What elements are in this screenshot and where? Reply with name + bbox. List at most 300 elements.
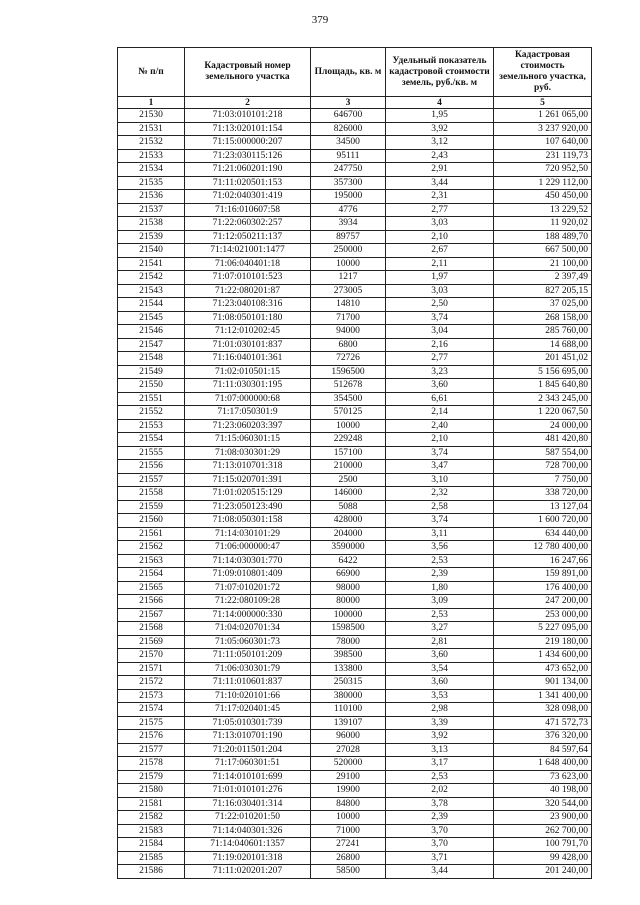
cadastral-number-cell: 71:16:030401:314 [185, 797, 311, 811]
row-number-cell: 21584 [118, 838, 185, 852]
table-row [118, 217, 592, 231]
cadastral-number-cell: 71:11:020201:207 [185, 865, 311, 879]
area-cell: 646700 [311, 109, 386, 123]
specific-value-cell: 3,60 [386, 649, 494, 663]
cadastral-number-cell: 71:02:010501:15 [185, 365, 311, 379]
cadastral-number-cell: 71:13:020101:154 [185, 122, 311, 136]
specific-value-cell: 2,43 [386, 149, 494, 163]
row-number-cell: 21565 [118, 581, 185, 595]
cadastral-number-cell: 71:14:040601:1357 [185, 838, 311, 852]
table-row [118, 379, 592, 393]
specific-value-cell: 2,16 [386, 338, 494, 352]
header-specific-value: Удельный показатель кадастровой стоимости земель, руб./кв. м [386, 48, 494, 97]
cadastral-cost-cell: 3 237 920,00 [494, 122, 592, 136]
header-cadastral-cost: Кадастровая стоимость земельного участка, руб. [494, 48, 592, 97]
specific-value-cell: 2,53 [386, 554, 494, 568]
table-row [118, 487, 592, 501]
specific-value-cell: 6,61 [386, 392, 494, 406]
table-row [118, 689, 592, 703]
cadastral-number-cell: 71:01:030101:837 [185, 338, 311, 352]
specific-value-cell: 2,10 [386, 433, 494, 447]
cadastral-number-cell: 71:07:000000:68 [185, 392, 311, 406]
table-row [118, 649, 592, 663]
area-cell: 3934 [311, 217, 386, 231]
specific-value-cell: 3,12 [386, 136, 494, 150]
specific-value-cell: 3,54 [386, 662, 494, 676]
area-cell: 71000 [311, 824, 386, 838]
cadastral-number-cell: 71:16:010607:58 [185, 203, 311, 217]
specific-value-cell: 3,74 [386, 311, 494, 325]
table-row [118, 311, 592, 325]
cadastral-cost-cell: 2 343 245,00 [494, 392, 592, 406]
area-cell: 826000 [311, 122, 386, 136]
cadastral-cost-cell: 219 180,00 [494, 635, 592, 649]
cadastral-cost-cell: 473 652,00 [494, 662, 592, 676]
table-row [118, 136, 592, 150]
area-cell: 78000 [311, 635, 386, 649]
area-cell: 570125 [311, 406, 386, 420]
row-number-cell: 21534 [118, 163, 185, 177]
cadastral-number-cell: 71:17:050301:9 [185, 406, 311, 420]
row-number-cell: 21541 [118, 257, 185, 271]
specific-value-cell: 2,40 [386, 419, 494, 433]
area-cell: 29100 [311, 770, 386, 784]
area-cell: 95111 [311, 149, 386, 163]
area-cell: 34500 [311, 136, 386, 150]
cadastral-cost-cell: 1 845 640,80 [494, 379, 592, 393]
cadastral-cost-cell: 14 688,00 [494, 338, 592, 352]
cadastral-cost-cell: 201 451,02 [494, 352, 592, 366]
cadastral-cost-cell: 84 597,64 [494, 743, 592, 757]
table-row [118, 622, 592, 636]
cadastral-number-cell: 71:09:010801:409 [185, 568, 311, 582]
specific-value-cell: 3,44 [386, 865, 494, 879]
table-header-row [118, 48, 592, 97]
specific-value-cell: 2,81 [386, 635, 494, 649]
specific-value-cell: 3,27 [386, 622, 494, 636]
table-row [118, 149, 592, 163]
table-row [118, 568, 592, 582]
cadastral-cost-cell: 450 450,00 [494, 190, 592, 204]
specific-value-cell: 2,31 [386, 190, 494, 204]
table-row [118, 716, 592, 730]
cadastral-cost-cell: 176 400,00 [494, 581, 592, 595]
area-cell: 10000 [311, 811, 386, 825]
cadastral-cost-cell: 11 920,02 [494, 217, 592, 231]
cadastral-cost-cell: 99 428,00 [494, 851, 592, 865]
specific-value-cell: 3,17 [386, 757, 494, 771]
specific-value-cell: 2,11 [386, 257, 494, 271]
row-number-cell: 21543 [118, 284, 185, 298]
specific-value-cell: 3,47 [386, 460, 494, 474]
table-row [118, 325, 592, 339]
specific-value-cell: 2,77 [386, 203, 494, 217]
row-number-cell: 21546 [118, 325, 185, 339]
specific-value-cell: 3,74 [386, 514, 494, 528]
table-row [118, 163, 592, 177]
specific-value-cell: 1,95 [386, 109, 494, 123]
area-cell: 14810 [311, 298, 386, 312]
row-number-cell: 21559 [118, 500, 185, 514]
cadastral-number-cell: 71:11:030301:195 [185, 379, 311, 393]
row-number-cell: 21573 [118, 689, 185, 703]
row-number-cell: 21571 [118, 662, 185, 676]
row-number-cell: 21561 [118, 527, 185, 541]
cadastral-cost-cell: 285 760,00 [494, 325, 592, 339]
table-row [118, 419, 592, 433]
area-cell: 58500 [311, 865, 386, 879]
area-cell: 157100 [311, 446, 386, 460]
area-cell: 72726 [311, 352, 386, 366]
specific-value-cell: 2,39 [386, 568, 494, 582]
area-cell: 94000 [311, 325, 386, 339]
area-cell: 512678 [311, 379, 386, 393]
cadastral-number-cell: 71:05:060301:73 [185, 635, 311, 649]
row-number-cell: 21564 [118, 568, 185, 582]
cadastral-cost-cell: 7 750,00 [494, 473, 592, 487]
table-row [118, 770, 592, 784]
table-row [118, 406, 592, 420]
cadastral-cost-cell: 100 791,70 [494, 838, 592, 852]
row-number-cell: 21545 [118, 311, 185, 325]
row-number-cell: 21583 [118, 824, 185, 838]
table-row [118, 365, 592, 379]
row-number-cell: 21553 [118, 419, 185, 433]
area-cell: 250000 [311, 244, 386, 258]
cadastral-cost-cell: 667 500,00 [494, 244, 592, 258]
cadastral-cost-cell: 13 229,52 [494, 203, 592, 217]
area-cell: 110100 [311, 703, 386, 717]
row-number-cell: 21531 [118, 122, 185, 136]
table-row [118, 176, 592, 190]
area-cell: 19900 [311, 784, 386, 798]
cadastral-cost-cell: 1 434 600,00 [494, 649, 592, 663]
row-number-cell: 21578 [118, 757, 185, 771]
area-cell: 273005 [311, 284, 386, 298]
table-row [118, 244, 592, 258]
cadastral-cost-cell: 720 952,50 [494, 163, 592, 177]
cadastral-number-cell: 71:17:020401:45 [185, 703, 311, 717]
area-cell: 26800 [311, 851, 386, 865]
cadastral-cost-cell: 1 220 067,50 [494, 406, 592, 420]
area-cell: 6800 [311, 338, 386, 352]
cadastral-cost-cell: 320 544,00 [494, 797, 592, 811]
row-number-cell: 21548 [118, 352, 185, 366]
header-row-number: № п/п [118, 48, 185, 97]
row-number-cell: 21570 [118, 649, 185, 663]
table-row [118, 703, 592, 717]
cadastral-cost-cell: 40 198,00 [494, 784, 592, 798]
cadastral-number-cell: 71:03:010101:218 [185, 109, 311, 123]
cadastral-number-cell: 71:08:030301:29 [185, 446, 311, 460]
table-row [118, 527, 592, 541]
specific-value-cell: 1,97 [386, 271, 494, 285]
area-cell: 2500 [311, 473, 386, 487]
specific-value-cell: 2,50 [386, 298, 494, 312]
specific-value-cell: 3,39 [386, 716, 494, 730]
area-cell: 10000 [311, 419, 386, 433]
table-row [118, 730, 592, 744]
area-cell: 139107 [311, 716, 386, 730]
specific-value-cell: 3,10 [386, 473, 494, 487]
area-cell: 357300 [311, 176, 386, 190]
cadastral-number-cell: 71:14:021001:1477 [185, 244, 311, 258]
row-number-cell: 21568 [118, 622, 185, 636]
table-row [118, 811, 592, 825]
area-cell: 3590000 [311, 541, 386, 555]
row-number-cell: 21540 [118, 244, 185, 258]
table-row [118, 338, 592, 352]
specific-value-cell: 1,80 [386, 581, 494, 595]
row-number-cell: 21558 [118, 487, 185, 501]
area-cell: 250315 [311, 676, 386, 690]
cadastral-number-cell: 71:13:010701:318 [185, 460, 311, 474]
cadastral-number-cell: 71:07:010101:523 [185, 271, 311, 285]
cadastral-number-cell: 71:15:020701:391 [185, 473, 311, 487]
row-number-cell: 21538 [118, 217, 185, 231]
cadastral-number-cell: 71:14:040301:326 [185, 824, 311, 838]
row-number-cell: 21542 [118, 271, 185, 285]
cadastral-number-cell: 71:14:030101:29 [185, 527, 311, 541]
cadastral-cost-cell: 73 623,00 [494, 770, 592, 784]
table-row [118, 392, 592, 406]
row-number-cell: 21566 [118, 595, 185, 609]
row-number-cell: 21537 [118, 203, 185, 217]
specific-value-cell: 2,32 [386, 487, 494, 501]
cadastral-number-cell: 71:23:050123:490 [185, 500, 311, 514]
specific-value-cell: 3,03 [386, 217, 494, 231]
table-row [118, 271, 592, 285]
cadastral-number-cell: 71:11:010601:837 [185, 676, 311, 690]
area-cell: 71700 [311, 311, 386, 325]
column-number: 3 [311, 97, 386, 109]
table-row [118, 190, 592, 204]
cadastral-cost-cell: 24 000,00 [494, 419, 592, 433]
row-number-cell: 21532 [118, 136, 185, 150]
specific-value-cell: 3,09 [386, 595, 494, 609]
specific-value-cell: 2,77 [386, 352, 494, 366]
specific-value-cell: 3,60 [386, 676, 494, 690]
area-cell: 195000 [311, 190, 386, 204]
row-number-cell: 21585 [118, 851, 185, 865]
area-cell: 89757 [311, 230, 386, 244]
cadastral-cost-cell: 481 420,80 [494, 433, 592, 447]
area-cell: 1598500 [311, 622, 386, 636]
cadastral-cost-cell: 1 261 065,00 [494, 109, 592, 123]
cadastral-number-cell: 71:11:050101:209 [185, 649, 311, 663]
area-cell: 100000 [311, 608, 386, 622]
table-row [118, 446, 592, 460]
cadastral-number-cell: 71:23:060203:397 [185, 419, 311, 433]
specific-value-cell: 3,23 [386, 365, 494, 379]
area-cell: 10000 [311, 257, 386, 271]
cadastral-cost-cell: 328 098,00 [494, 703, 592, 717]
row-number-cell: 21569 [118, 635, 185, 649]
table-row [118, 554, 592, 568]
cadastral-cost-cell: 901 134,00 [494, 676, 592, 690]
area-cell: 146000 [311, 487, 386, 501]
specific-value-cell: 3,71 [386, 851, 494, 865]
cadastral-cost-cell: 268 158,00 [494, 311, 592, 325]
area-cell: 80000 [311, 595, 386, 609]
cadastral-cost-cell: 1 341 400,00 [494, 689, 592, 703]
cadastral-number-cell: 71:01:010101:276 [185, 784, 311, 798]
cadastral-number-cell: 71:14:030301:770 [185, 554, 311, 568]
cadastral-cost-cell: 23 900,00 [494, 811, 592, 825]
cadastral-number-cell: 71:19:020101:318 [185, 851, 311, 865]
cadastral-cost-cell: 376 320,00 [494, 730, 592, 744]
table-row [118, 203, 592, 217]
cadastral-cost-cell: 231 119,73 [494, 149, 592, 163]
cadastral-number-cell: 71:10:020101:66 [185, 689, 311, 703]
table-row [118, 541, 592, 555]
cadastral-number-cell: 71:11:020501:153 [185, 176, 311, 190]
specific-value-cell: 3,56 [386, 541, 494, 555]
cadastral-number-cell: 71:02:040301:419 [185, 190, 311, 204]
area-cell: 27241 [311, 838, 386, 852]
specific-value-cell: 3,44 [386, 176, 494, 190]
cadastral-cost-cell: 1 600 720,00 [494, 514, 592, 528]
table-row [118, 757, 592, 771]
table-row [118, 851, 592, 865]
table-row [118, 433, 592, 447]
specific-value-cell: 2,02 [386, 784, 494, 798]
cadastral-cost-cell: 21 100,00 [494, 257, 592, 271]
table-row [118, 460, 592, 474]
row-number-cell: 21579 [118, 770, 185, 784]
specific-value-cell: 3,11 [386, 527, 494, 541]
row-number-cell: 21530 [118, 109, 185, 123]
row-number-cell: 21551 [118, 392, 185, 406]
cadastral-cost-cell: 12 780 400,00 [494, 541, 592, 555]
row-number-cell: 21544 [118, 298, 185, 312]
cadastral-cost-cell: 253 000,00 [494, 608, 592, 622]
cadastral-cost-cell: 827 205,15 [494, 284, 592, 298]
table-row [118, 595, 592, 609]
specific-value-cell: 3,13 [386, 743, 494, 757]
cadastral-number-cell: 71:04:020701:34 [185, 622, 311, 636]
cadastral-cost-cell: 5 227 095,00 [494, 622, 592, 636]
row-number-cell: 21557 [118, 473, 185, 487]
specific-value-cell: 3,92 [386, 730, 494, 744]
cadastral-number-cell: 71:01:020515:129 [185, 487, 311, 501]
row-number-cell: 21572 [118, 676, 185, 690]
table-row [118, 284, 592, 298]
cadastral-number-cell: 71:20:011501:204 [185, 743, 311, 757]
specific-value-cell: 3,70 [386, 838, 494, 852]
cadastral-number-cell: 71:16:040101:361 [185, 352, 311, 366]
cadastral-number-cell: 71:06:000000:47 [185, 541, 311, 555]
area-cell: 6422 [311, 554, 386, 568]
cadastral-cost-cell: 188 489,70 [494, 230, 592, 244]
area-cell: 5088 [311, 500, 386, 514]
cadastral-cost-cell: 471 572,73 [494, 716, 592, 730]
row-number-cell: 21536 [118, 190, 185, 204]
specific-value-cell: 3,03 [386, 284, 494, 298]
area-cell: 1596500 [311, 365, 386, 379]
column-number: 5 [494, 97, 592, 109]
column-number: 1 [118, 97, 185, 109]
header-area: Площадь, кв. м [311, 48, 386, 97]
row-number-cell: 21552 [118, 406, 185, 420]
area-cell: 520000 [311, 757, 386, 771]
cadastral-number-cell: 71:08:050101:180 [185, 311, 311, 325]
specific-value-cell: 3,92 [386, 122, 494, 136]
cadastral-number-cell: 71:15:060301:15 [185, 433, 311, 447]
table-row [118, 784, 592, 798]
area-cell: 66900 [311, 568, 386, 582]
cadastral-number-cell: 71:23:030115:126 [185, 149, 311, 163]
table-row [118, 257, 592, 271]
cadastral-number-cell: 71:22:060302:257 [185, 217, 311, 231]
area-cell: 210000 [311, 460, 386, 474]
cadastral-cost-cell: 2 397,49 [494, 271, 592, 285]
cadastral-number-cell: 71:21:060201:190 [185, 163, 311, 177]
area-cell: 1217 [311, 271, 386, 285]
area-cell: 98000 [311, 581, 386, 595]
cadastral-cost-cell: 1 229 112,00 [494, 176, 592, 190]
cadastral-number-cell: 71:07:010201:72 [185, 581, 311, 595]
specific-value-cell: 3,78 [386, 797, 494, 811]
row-number-cell: 21554 [118, 433, 185, 447]
page-number: 379 [311, 14, 329, 26]
row-number-cell: 21555 [118, 446, 185, 460]
cadastral-number-cell: 71:13:010701:190 [185, 730, 311, 744]
cadastral-cost-cell: 338 720,00 [494, 487, 592, 501]
area-cell: 380000 [311, 689, 386, 703]
table-row [118, 824, 592, 838]
table-row [118, 797, 592, 811]
cadastral-cost-cell: 159 891,00 [494, 568, 592, 582]
row-number-cell: 21556 [118, 460, 185, 474]
table-row [118, 230, 592, 244]
cadastral-cost-cell: 728 700,00 [494, 460, 592, 474]
table-row [118, 662, 592, 676]
cadastral-number-cell: 71:06:040401:18 [185, 257, 311, 271]
row-number-cell: 21574 [118, 703, 185, 717]
table-row [118, 473, 592, 487]
row-number-cell: 21563 [118, 554, 185, 568]
specific-value-cell: 3,53 [386, 689, 494, 703]
row-number-cell: 21560 [118, 514, 185, 528]
cadastral-cost-cell: 587 554,00 [494, 446, 592, 460]
area-cell: 204000 [311, 527, 386, 541]
specific-value-cell: 3,70 [386, 824, 494, 838]
row-number-cell: 21539 [118, 230, 185, 244]
area-cell: 4776 [311, 203, 386, 217]
cadastral-number-cell: 71:22:080109:28 [185, 595, 311, 609]
table-row [118, 581, 592, 595]
cadastral-number-cell: 71:08:050301:158 [185, 514, 311, 528]
row-number-cell: 21562 [118, 541, 185, 555]
cadastral-cost-cell: 37 025,00 [494, 298, 592, 312]
area-cell: 229248 [311, 433, 386, 447]
cadastral-number-cell: 71:22:080201:87 [185, 284, 311, 298]
table-body [118, 109, 592, 879]
cadastral-cost-cell: 1 648 400,00 [494, 757, 592, 771]
row-number-cell: 21547 [118, 338, 185, 352]
cadastral-cost-cell: 107 640,00 [494, 136, 592, 150]
row-number-cell: 21533 [118, 149, 185, 163]
column-number: 4 [386, 97, 494, 109]
row-number-cell: 21580 [118, 784, 185, 798]
cadastral-number-cell: 71:23:040108:316 [185, 298, 311, 312]
area-cell: 398500 [311, 649, 386, 663]
specific-value-cell: 2,58 [386, 500, 494, 514]
row-number-cell: 21567 [118, 608, 185, 622]
area-cell: 27028 [311, 743, 386, 757]
table-row [118, 500, 592, 514]
